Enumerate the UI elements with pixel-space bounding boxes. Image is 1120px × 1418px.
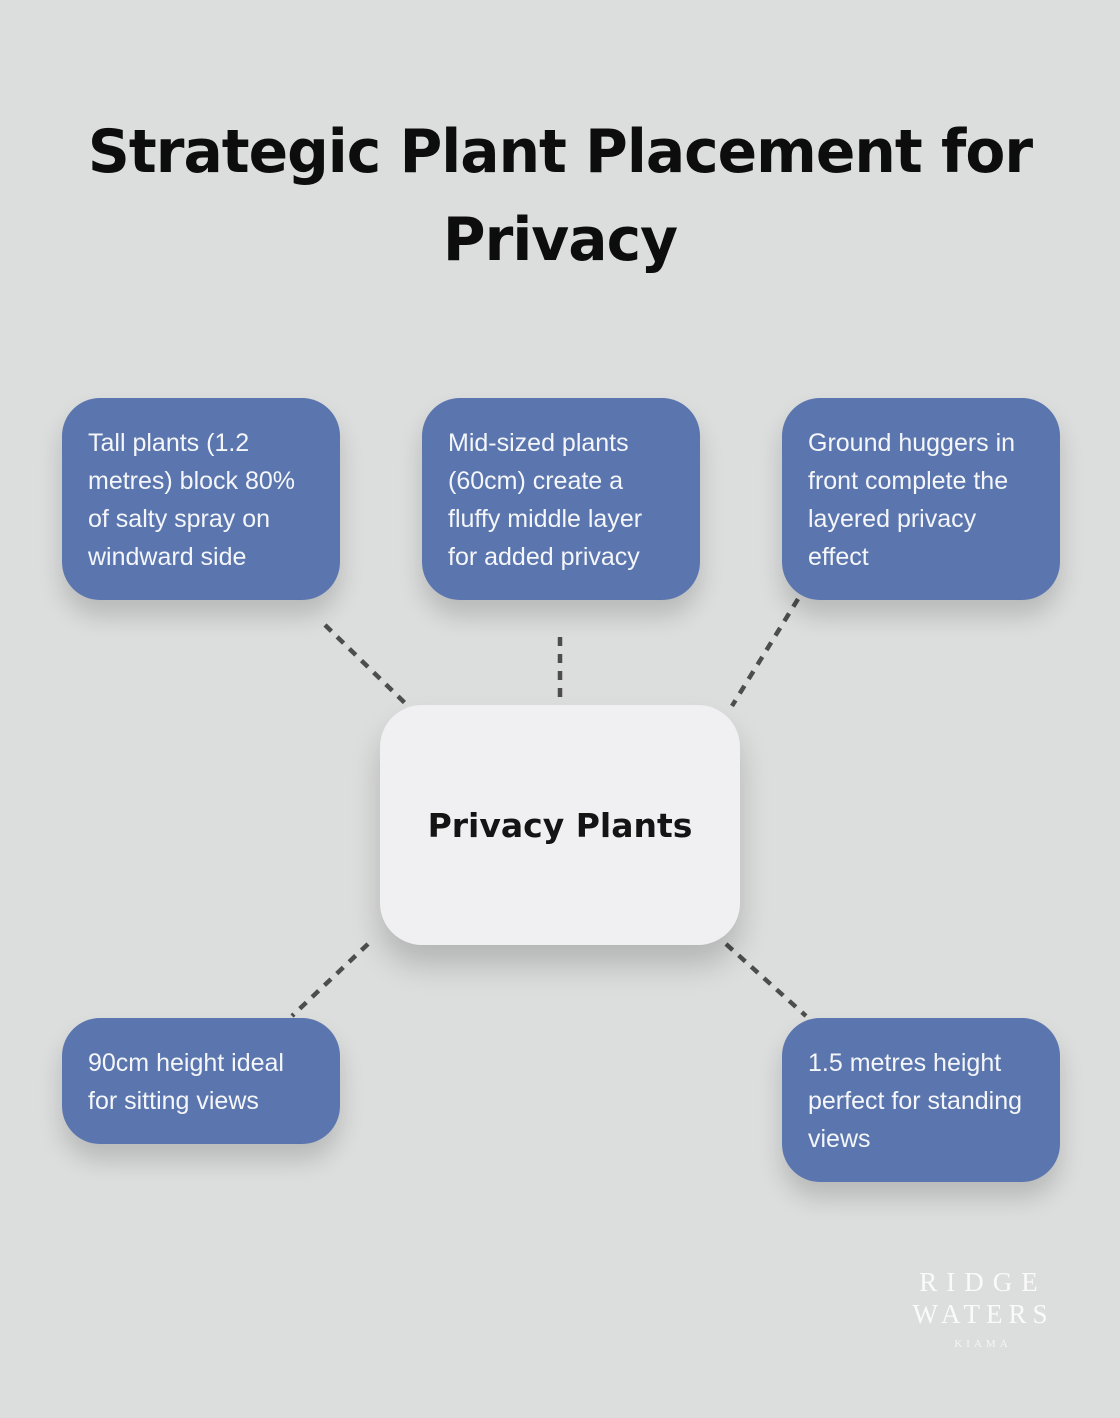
logo-waters-text: WATERS bbox=[912, 1299, 1054, 1329]
center-node-label: Privacy Plants bbox=[427, 805, 693, 845]
node-sitting-views bbox=[62, 1018, 340, 1144]
logo-kiama-text: KIAMA bbox=[954, 1338, 1012, 1350]
logo-ridge-text: RIDGE bbox=[919, 1267, 1047, 1297]
node-tall-plants-text: Tall plants (1.2 metres) block 80% of salty spray on windward side bbox=[88, 429, 296, 571]
node-ground-huggers-text: Ground huggers in front complete the layered privacy effect bbox=[808, 429, 1016, 571]
node-mid-sized-plants bbox=[422, 398, 700, 600]
node-tall-plants bbox=[62, 398, 340, 600]
node-standing-views-text: 1.5 metres height perfect for standing views bbox=[808, 1049, 1023, 1153]
page-title: Strategic Plant Placement for Privacy bbox=[87, 117, 1033, 275]
connector-bottom-right bbox=[726, 944, 806, 1016]
node-sitting-views-text: 90cm height ideal for sitting views bbox=[88, 1049, 284, 1115]
node-ground-huggers bbox=[782, 398, 1060, 600]
node-mid-sized-plants-text: Mid-sized plants (60cm) create a fluffy middle layer for added privacy bbox=[448, 429, 643, 571]
node-privacy-plants-center bbox=[380, 705, 740, 945]
node-standing-views bbox=[782, 1018, 1060, 1182]
connector-top-right bbox=[732, 599, 798, 706]
ridge-waters-logo bbox=[898, 1266, 1068, 1350]
connector-bottom-left bbox=[292, 944, 368, 1016]
connector-top-left bbox=[325, 625, 408, 706]
